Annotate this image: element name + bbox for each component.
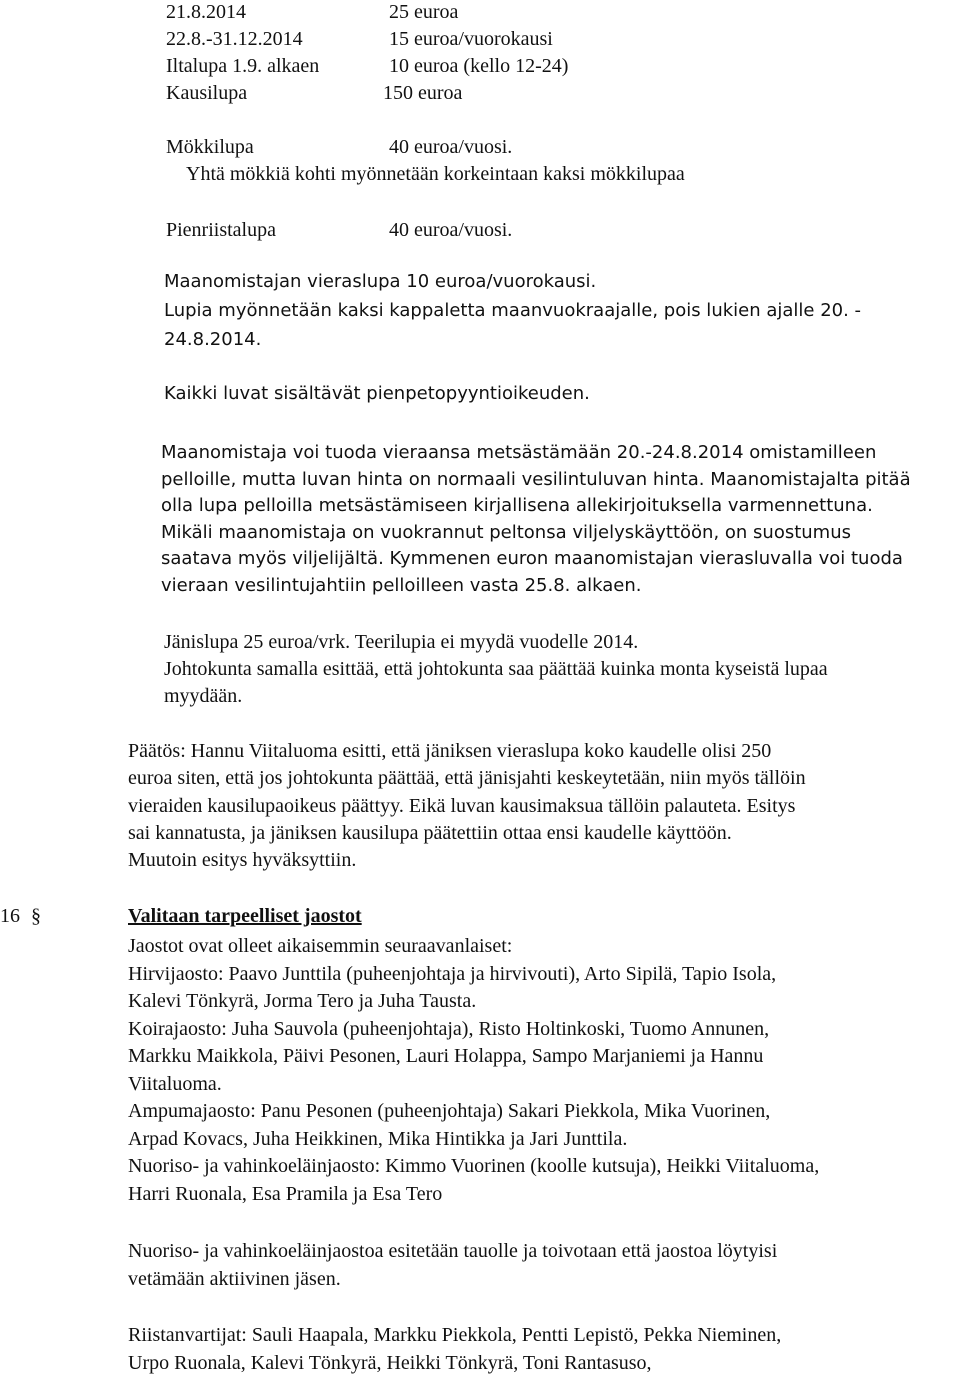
fee-value-3: 10 euroa (kello 12-24)	[389, 55, 569, 77]
fee-value-4: 150 euroa	[383, 82, 463, 104]
paragraph-line: Muutoin esitys hyväksyttiin.	[128, 849, 357, 872]
landowner-guest-line-1: Maanomistajan vieraslupa 10 euroa/vuorokausi.	[164, 271, 597, 292]
youth-committee-note	[128, 1237, 777, 1293]
paragraph-line: Riistanvartijat: Sauli Haapala, Markku Piekkola, Pentti Lepistö, Pekka Nieminen,	[128, 1324, 782, 1346]
fee-value-2: 15 euroa/vuorokausi	[389, 28, 553, 50]
committee-line: Nuoriso- ja vahinkoeläinjaosto: Kimmo Vuorinen (koolle kutsuja), Heikki Viitaluoma,	[128, 1155, 820, 1177]
committee-line: Viitaluoma.	[128, 1072, 222, 1095]
decision-paragraph	[128, 738, 806, 874]
paragraph-line: Jänislupa 25 euroa/vrk. Teerilupia ei myydä vuodelle 2014.	[164, 631, 639, 653]
fee-label-4: Kausilupa	[166, 82, 248, 104]
landowner-paragraph	[161, 440, 911, 599]
cabin-label: Mökkilupa	[166, 136, 254, 158]
landowner-guest-line-3: 24.8.2014.	[164, 329, 262, 350]
small-game-value: 40 euroa/vuosi.	[389, 219, 513, 241]
paragraph-line: Maanomistaja voi tuoda vieraansa metsästämään 20.-24.8.2014 omistamilleen	[161, 442, 877, 463]
committee-line: Koirajaosto: Juha Sauvola (puheenjohtaja), Risto Holtinkoski, Tuomo Annunen,	[128, 1017, 770, 1040]
hare-paragraph	[164, 629, 828, 710]
paragraph-line: Johtokunta samalla esittää, että johtokunta saa päättää kuinka monta kyseistä lupaa	[164, 658, 828, 680]
paragraph-line: saatava myös viljelijältä. Kymmenen euron maanomistajan vierasluvalla voi tuoda	[161, 548, 903, 569]
paragraph-line: Urpo Ruonala, Kalevi Tönkyrä, Heikki Tönkyrä, Toni Rantasuso,	[128, 1352, 652, 1374]
paragraph-line: vieraan vesilintujahtiin pelloilleen vasta 25.8. alkaen.	[161, 574, 642, 596]
paragraph-line: vieraiden kausilupaoikeus päättyy. Eikä luvan kausimaksua tällöin palauteta. Esitys	[128, 794, 796, 817]
section-title: Valitaan tarpeelliset jaostot	[128, 905, 362, 927]
landowner-guest-line-2: Lupia myönnetään kaksi kappaletta maanvuokraajalle, pois lukien ajalle 20. -	[164, 300, 862, 321]
permits-note: Kaikki luvat sisältävät pienpetopyyntioikeuden.	[164, 383, 590, 404]
paragraph-line: pelloille, mutta luvan hinta on normaali vesilintuluvan hinta. Maanomistajalta pitää	[161, 468, 911, 490]
committee-line: Hirvijaosto: Paavo Junttila (puheenjohtaja ja hirvivouti), Arto Sipilä, Tapio Isola,	[128, 962, 777, 985]
section-symbol: §	[31, 905, 41, 927]
cabin-note: Yhtä mökkiä kohti myönnetään korkeintaan kaksi mökkilupaa	[186, 163, 685, 185]
committee-line: Harri Ruonala, Esa Pramila ja Esa Tero	[128, 1182, 443, 1205]
paragraph-line: Mikäli maanomistaja on vuokrannut peltonsa viljelyskäyttöön, on suostumus	[161, 521, 851, 543]
paragraph-line: euroa siten, että jos johtokunta päättää, että jänisjahti keskeytetään, niin myös tällöin	[128, 767, 806, 790]
fee-value-1: 25 euroa	[389, 1, 459, 23]
fee-label-2: 22.8.-31.12.2014	[166, 28, 303, 50]
paragraph-line: Nuoriso- ja vahinkoeläinjaostoa esitetään tauolle ja toivotaan että jaostoa löytyisi	[128, 1240, 778, 1262]
section-number: 16	[0, 905, 20, 927]
cabin-value: 40 euroa/vuosi.	[389, 136, 513, 158]
paragraph-line: Päätös: Hannu Viitaluoma esitti, että jäniksen vieraslupa koko kaudelle olisi 250	[128, 740, 772, 762]
committee-line: Markku Maikkola, Päivi Pesonen, Lauri Holappa, Sampo Marjaniemi ja Hannu	[128, 1045, 764, 1067]
committee-line: Arpad Kovacs, Juha Heikkinen, Mika Hintikka ja Jari Junttila.	[128, 1127, 628, 1150]
fee-label-3: Iltalupa 1.9. alkaen	[166, 55, 320, 77]
committee-line: Jaostot ovat olleet aikaisemmin seuraavanlaiset:	[128, 935, 513, 957]
paragraph-line: vetämään aktiivinen jäsen.	[128, 1268, 341, 1290]
committee-line: Kalevi Tönkyrä, Jorma Tero ja Juha Tausta.	[128, 990, 477, 1012]
paragraph-line: olla lupa pelloilla metsästämiseen kirjallisena allekirjoituksella varmennettuna.	[161, 495, 873, 516]
paragraph-line: myydään.	[164, 685, 243, 707]
fee-label-1: 21.8.2014	[166, 1, 246, 23]
small-game-label: Pienriistalupa	[166, 219, 276, 241]
paragraph-line: sai kannatusta, ja jäniksen kausilupa päätettiin ottaa ensi kaudelle käyttöön.	[128, 821, 732, 844]
committees-list	[128, 933, 819, 1208]
committee-line: Ampumajaosto: Panu Pesonen (puheenjohtaja) Sakari Piekkola, Mika Vuorinen,	[128, 1100, 771, 1122]
